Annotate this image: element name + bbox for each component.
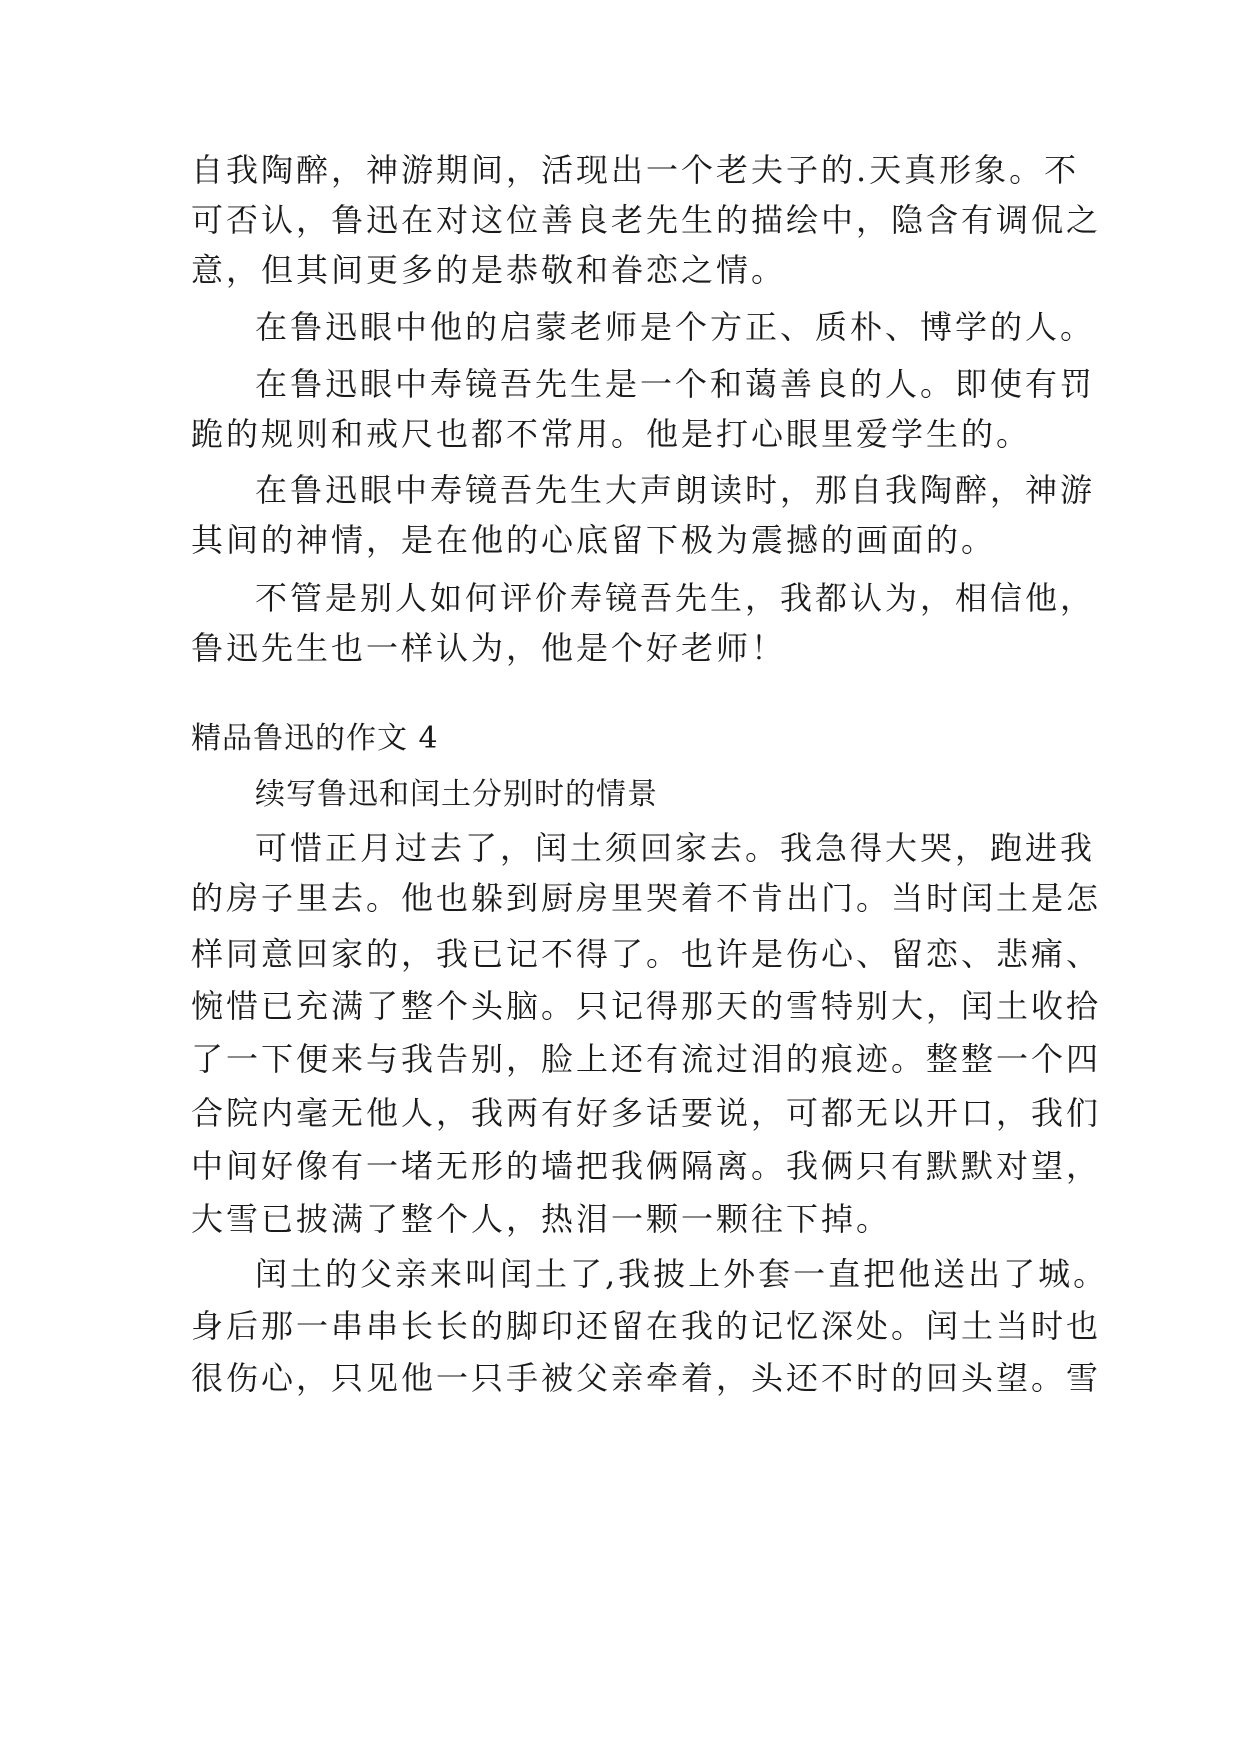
section-subtitle: 续写鲁迅和闰土分别时的情景: [255, 777, 658, 812]
text-line: 跪的规则和戒尺也都不常用。他是打心眼里爱学生的。: [191, 415, 1032, 453]
text-line: 中间好像有一堵无形的墙把我俩隔离。我俩只有默默对望，: [191, 1147, 1102, 1185]
text-line: 大雪已披满了整个人，热泪一颗一颗往下掉。: [191, 1200, 892, 1238]
text-line: 鲁迅先生也一样认为，他是个好老师！: [191, 629, 787, 667]
paragraph-line: 在鲁迅眼中他的启蒙老师是个方正、质朴、博学的人。: [255, 308, 1096, 346]
paragraph-line: 闰土的父亲来叫闰土了,我披上外套一直把他送出了城。: [255, 1255, 1109, 1293]
text-line: 可否认，鲁迅在对这位善良老先生的描绘中，隐含有调侃之: [191, 201, 1102, 239]
paragraph-line: 可惜正月过去了，闰土须回家去。我急得大哭，跑进我: [255, 829, 1096, 867]
text-line: 其间的神情，是在他的心底留下极为震撼的画面的。: [191, 521, 997, 559]
text-line: 自我陶醉，神游期间，活现出一个老夫子的.天真形象。不: [191, 151, 1080, 189]
paragraph-line: 在鲁迅眼中寿镜吾先生是一个和蔼善良的人。即使有罚: [255, 365, 1096, 403]
paragraph-line: 不管是别人如何评价寿镜吾先生，我都认为，相信他，: [255, 579, 1096, 617]
text-line: 样同意回家的，我已记不得了。也许是伤心、留恋、悲痛、: [191, 935, 1102, 973]
text-line: 的房子里去。他也躲到厨房里哭着不肯出门。当时闰土是怎: [191, 879, 1102, 917]
text-line: 意，但其间更多的是恭敬和眷恋之情。: [191, 251, 787, 289]
text-line: 了一下便来与我告别，脸上还有流过泪的痕迹。整整一个四: [191, 1040, 1102, 1078]
paragraph-line: 在鲁迅眼中寿镜吾先生大声朗读时，那自我陶醉，神游: [255, 471, 1096, 509]
section-title: 精品鲁迅的作文 4: [191, 721, 439, 756]
text-line: 很伤心，只见他一只手被父亲牵着，头还不时的回头望。雪: [191, 1359, 1102, 1397]
text-line: 身后那一串串长长的脚印还留在我的记忆深处。闰土当时也: [191, 1307, 1102, 1345]
text-line: 惋惜已充满了整个头脑。只记得那天的雪特别大，闰土收拾: [191, 987, 1102, 1025]
text-line: 合院内毫无他人，我两有好多话要说，可都无以开口，我们: [191, 1094, 1102, 1132]
